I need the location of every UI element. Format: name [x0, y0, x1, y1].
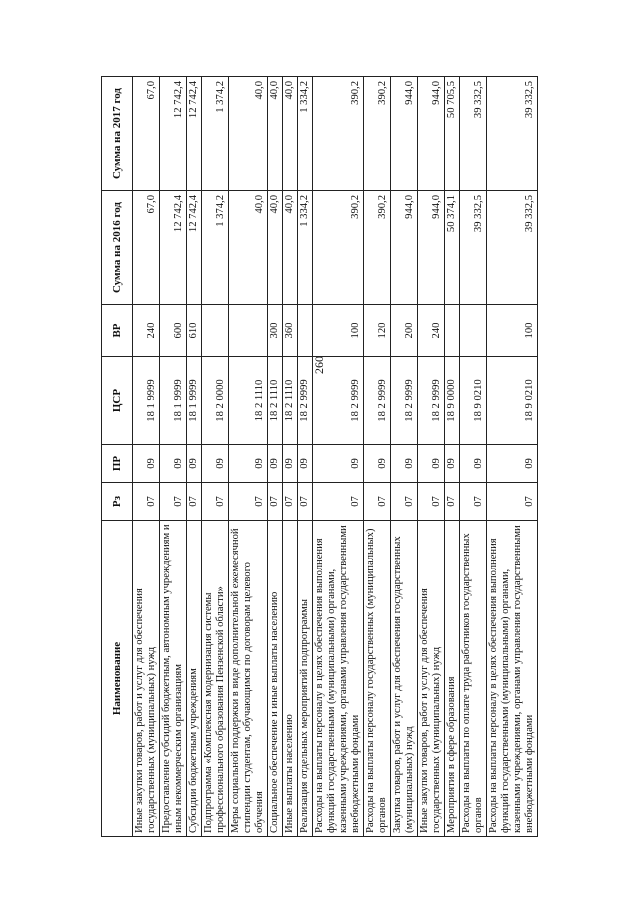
cell-rz: 07: [160, 483, 187, 521]
table-header-row: [102, 77, 133, 837]
cell-pr: 09: [445, 445, 460, 483]
cell-sum-2017: 12 742,4: [187, 77, 202, 191]
cell-csr: 18 2 9999: [418, 357, 445, 445]
cell-sum-2017: 12 742,4: [160, 77, 187, 191]
cell-pr: 09: [364, 445, 391, 483]
cell-name: Иные закупки товаров, работ и услуг для обеспечения государственных (муниципальных) нужд: [133, 521, 160, 837]
cell-pr: 09: [460, 445, 487, 483]
cell-sum-2017: 40,0: [268, 77, 283, 191]
cell-sum-2016: 67,0: [133, 191, 160, 305]
cell-rz: 07: [202, 483, 229, 521]
cell-vr: 240: [418, 305, 445, 357]
cell-rz: 07: [445, 483, 460, 521]
cell-vr: 200: [391, 305, 418, 357]
cell-vr: 120: [364, 305, 391, 357]
cell-name: Меры социальной поддержки в виде дополнительной ежемесячной стипендии студентам, обучающимся по договорам целевого обучения: [229, 521, 268, 837]
cell-pr: 09: [187, 445, 202, 483]
cell-csr: 18 2 9999: [391, 357, 418, 445]
cell-rz: 07: [133, 483, 160, 521]
cell-sum-2017: 67,0: [133, 77, 160, 191]
cell-sum-2016: 12 742,4: [187, 191, 202, 305]
cell-sum-2017: 50 705,5: [445, 77, 460, 191]
cell-sum-2016: 390,2: [364, 191, 391, 305]
header-name: Наименование: [102, 521, 133, 837]
cell-rz: 07: [487, 483, 538, 521]
cell-vr: [445, 305, 460, 357]
cell-sum-2016: 944,0: [391, 191, 418, 305]
cell-rz: 07: [283, 483, 298, 521]
cell-rz: 07: [268, 483, 283, 521]
cell-sum-2016: 39 332,5: [487, 191, 538, 305]
cell-pr: 09: [487, 445, 538, 483]
cell-sum-2016: 1 334,2: [298, 191, 313, 305]
header-pr: ПР: [102, 445, 133, 483]
cell-csr: 18 1 9999: [160, 357, 187, 445]
cell-vr: [229, 305, 268, 357]
header-sum-2016: Сумма на 2016 год: [102, 191, 133, 305]
table-row: [487, 77, 538, 837]
table-row: [445, 77, 460, 837]
cell-sum-2016: 390,2: [313, 191, 364, 305]
table-row: [460, 77, 487, 837]
cell-sum-2017: 40,0: [283, 77, 298, 191]
cell-name: Расходы на выплаты персоналу в целях обеспечения выполнения функций государственными (муниципальными) органами, казенными учреждениями, органами управления государственными внебюджетными фондами: [487, 521, 538, 837]
cell-sum-2017: 39 332,5: [487, 77, 538, 191]
cell-csr: 18 2 1110: [283, 357, 298, 445]
cell-pr: 09: [298, 445, 313, 483]
cell-name: Иные закупки товаров, работ и услуг для обеспечения государственных (муниципальных) нужд: [418, 521, 445, 837]
cell-pr: 09: [313, 445, 364, 483]
cell-sum-2017: 944,0: [391, 77, 418, 191]
cell-rz: 07: [460, 483, 487, 521]
cell-sum-2016: 1 374,2: [202, 191, 229, 305]
cell-csr: 18 2 9999: [298, 357, 313, 445]
table-row: [418, 77, 445, 837]
cell-csr: 18 2 0000: [202, 357, 229, 445]
cell-csr: 18 2 1110: [268, 357, 283, 445]
cell-sum-2016: 12 742,4: [160, 191, 187, 305]
cell-sum-2016: 40,0: [283, 191, 298, 305]
cell-rz: 07: [364, 483, 391, 521]
cell-csr: 18 2 1110: [229, 357, 268, 445]
cell-name: Субсидии бюджетным учреждениям: [187, 521, 202, 837]
page-number: 260: [312, 356, 326, 374]
cell-pr: 09: [229, 445, 268, 483]
cell-vr: 610: [187, 305, 202, 357]
header-vr: ВР: [102, 305, 133, 357]
cell-pr: 09: [160, 445, 187, 483]
cell-name: Социальное обеспечение и иные выплаты населению: [268, 521, 283, 837]
cell-sum-2017: 944,0: [418, 77, 445, 191]
cell-csr: 18 2 9999: [313, 357, 364, 445]
cell-csr: 18 9 0210: [487, 357, 538, 445]
table-row: [298, 77, 313, 837]
cell-pr: 09: [283, 445, 298, 483]
cell-csr: 18 9 0210: [460, 357, 487, 445]
table-row: [268, 77, 283, 837]
cell-sum-2017: 390,2: [364, 77, 391, 191]
cell-sum-2017: 1 334,2: [298, 77, 313, 191]
cell-sum-2016: 40,0: [268, 191, 283, 305]
header-sum-2017: Сумма на 2017 год: [102, 77, 133, 191]
table-row: [160, 77, 187, 837]
table-row: [364, 77, 391, 837]
cell-csr: 18 1 9999: [187, 357, 202, 445]
cell-pr: 09: [418, 445, 445, 483]
cell-sum-2016: 39 332,5: [460, 191, 487, 305]
cell-csr: 18 1 9999: [133, 357, 160, 445]
table-row: [229, 77, 268, 837]
cell-name: Расходы на выплаты персоналу в целях обеспечения выполнения функций государственными (муниципальными) органами, казенными учреждениями, органами управления государственными внебюджетными фондами: [313, 521, 364, 837]
cell-rz: 07: [298, 483, 313, 521]
cell-vr: [298, 305, 313, 357]
cell-sum-2017: 40,0: [229, 77, 268, 191]
cell-csr: 18 2 9999: [364, 357, 391, 445]
cell-vr: [202, 305, 229, 357]
cell-sum-2017: 39 332,5: [460, 77, 487, 191]
table-row: [187, 77, 202, 837]
budget-table: [101, 76, 538, 837]
cell-sum-2016: 50 374,1: [445, 191, 460, 305]
cell-vr: [460, 305, 487, 357]
cell-name: Иные выплаты населению: [283, 521, 298, 837]
cell-rz: 07: [418, 483, 445, 521]
cell-sum-2016: 40,0: [229, 191, 268, 305]
cell-vr: 360: [283, 305, 298, 357]
cell-pr: 09: [202, 445, 229, 483]
cell-sum-2016: 944,0: [418, 191, 445, 305]
header-rz: Рз: [102, 483, 133, 521]
table-row: [202, 77, 229, 837]
cell-name: Мероприятия в сфере образования: [445, 521, 460, 837]
cell-name: Реализация отдельных мероприятий подпрограммы: [298, 521, 313, 837]
cell-pr: 09: [133, 445, 160, 483]
cell-pr: 09: [391, 445, 418, 483]
cell-rz: 07: [391, 483, 418, 521]
header-csr: ЦСР: [102, 357, 133, 445]
cell-name: Расходы на выплаты по оплате труда работников государственных органов: [460, 521, 487, 837]
cell-vr: 300: [268, 305, 283, 357]
cell-rz: 07: [229, 483, 268, 521]
budget-table-rotated: [101, 77, 533, 837]
table-row: [313, 77, 364, 837]
cell-pr: 09: [268, 445, 283, 483]
cell-name: Подпрограмма «Комплексная модернизация системы профессионального образования Пензенской области»: [202, 521, 229, 837]
cell-csr: 18 9 0000: [445, 357, 460, 445]
cell-rz: 07: [187, 483, 202, 521]
table-row: [391, 77, 418, 837]
cell-vr: 100: [487, 305, 538, 357]
cell-vr: 240: [133, 305, 160, 357]
cell-name: Предоставление субсидий бюджетным, автономным учреждениям и иным некоммерческим организациям: [160, 521, 187, 837]
cell-vr: 600: [160, 305, 187, 357]
cell-rz: 07: [313, 483, 364, 521]
table-row: [283, 77, 298, 837]
cell-name: Закупка товаров, работ и услуг для обеспечения государственных (муниципальных) нужд: [391, 521, 418, 837]
cell-sum-2017: 1 374,2: [202, 77, 229, 191]
cell-sum-2017: 390,2: [313, 77, 364, 191]
cell-vr: 100: [313, 305, 364, 357]
table-row: [133, 77, 160, 837]
cell-name: Расходы на выплаты персоналу государственных (муниципальных) органов: [364, 521, 391, 837]
